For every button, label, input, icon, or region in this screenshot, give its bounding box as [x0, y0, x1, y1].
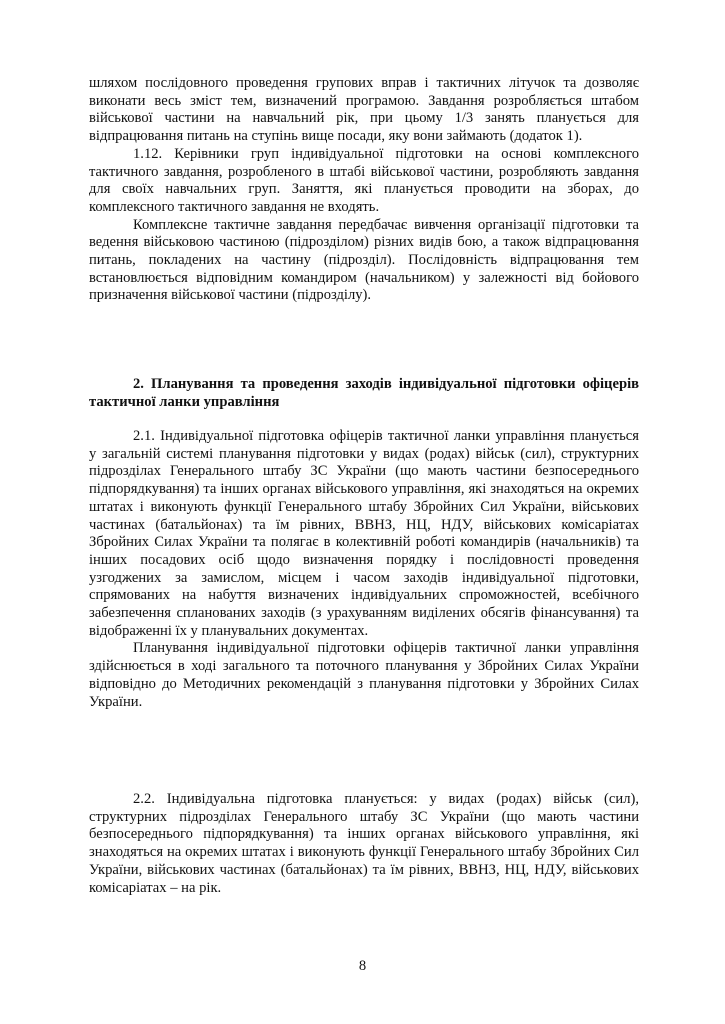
- paragraph-planning: Планування індивідуальної підготовки офіцерів тактичної ланки управління здійснюється в ході загального та поточного планування у Збройних Силах України відповідно до Методичних рекомендацій з планування підготовки у Збройних Силах України.: [89, 640, 639, 710]
- section-heading: 2. Планування та проведення заходів індивідуальної підготовки офіцерів тактичної ланки управління: [89, 376, 639, 410]
- paragraph-1-12: 1.12. Керівники груп індивідуальної підготовки на основі комплексного тактичного завдання, розробленого в штабі військової частини, розробляють завдання для своїх навчальних груп. Заняття, які планується проводити на зборах, до комплексного тактичного завдання не входять.: [89, 145, 639, 215]
- paragraph-continuation: шляхом послідовного проведення групових вправ і тактичних літучок та дозволяє виконати весь зміст тем, визначений програмою. Завдання розробляється штабом військової частини на навчальний рік, при цьому 1/3 занять планується для відпрацювання питань на ступінь вище посади, яку вони займають (додаток 1).: [89, 75, 639, 145]
- body-text-bottom: [89, 791, 639, 897]
- paragraph-complex-task: Комплексне тактичне завдання передбачає вивчення організації підготовки та ведення військовою частиною (підрозділом) різних видів бою, а також відпрацювання питань, покладених на частину (підрозділ). Послідовність відпрацювання тем встановлюється відповідним командиром (начальником) у залежності від бойового призначення військової частини (підрозділу).: [89, 216, 639, 304]
- section-heading-block: [89, 376, 639, 411]
- body-text-middle: [89, 428, 639, 711]
- paragraph-2-1: 2.1. Індивідуальної підготовка офіцерів тактичної ланки управління планується у загальній системі планування підготовки у видах (родах) військ (сил), структурних підрозділах Генерального штабу ЗС України (що мають частини безпосереднього підпорядкування) та інших органах військового управління, які знаходяться на окремих штатах і виконують функції Генерального штабу Збройних Сил України, військових частинах (батальйонах) та їм рівних, ВВНЗ, НЦ, НДУ, військових комісаріатах Збройних Силах України та полягає в колективній роботі командирів (начальників) та інших посадових осіб щодо визначення порядку і послідовності проведення узгоджених за замислом, місцем і часом заходів індивідуальної підготовки, спрямованих на набуття визначених індивідуальних спроможностей, всебічного забезпечення спланованих заходів (з урахуванням виділених обсягів фінансування) та відображенні їх у планувальних документах.: [89, 428, 639, 639]
- paragraph-2-2: 2.2. Індивідуальна підготовка планується: у видах (родах) військ (сил), структурних підрозділах Генерального штабу ЗС України (що мають частини безпосереднього підпорядкування) та інших органах військового управління, які знаходяться на окремих штатах і виконують функції Генерального штабу Збройних Сил України, військових частинах (батальйонах) та їм рівних, ВВНЗ, НЦ, НДУ, військових комісаріатах – на рік.: [89, 791, 639, 896]
- body-text-top: [89, 75, 639, 305]
- page-number: 8: [358, 958, 367, 974]
